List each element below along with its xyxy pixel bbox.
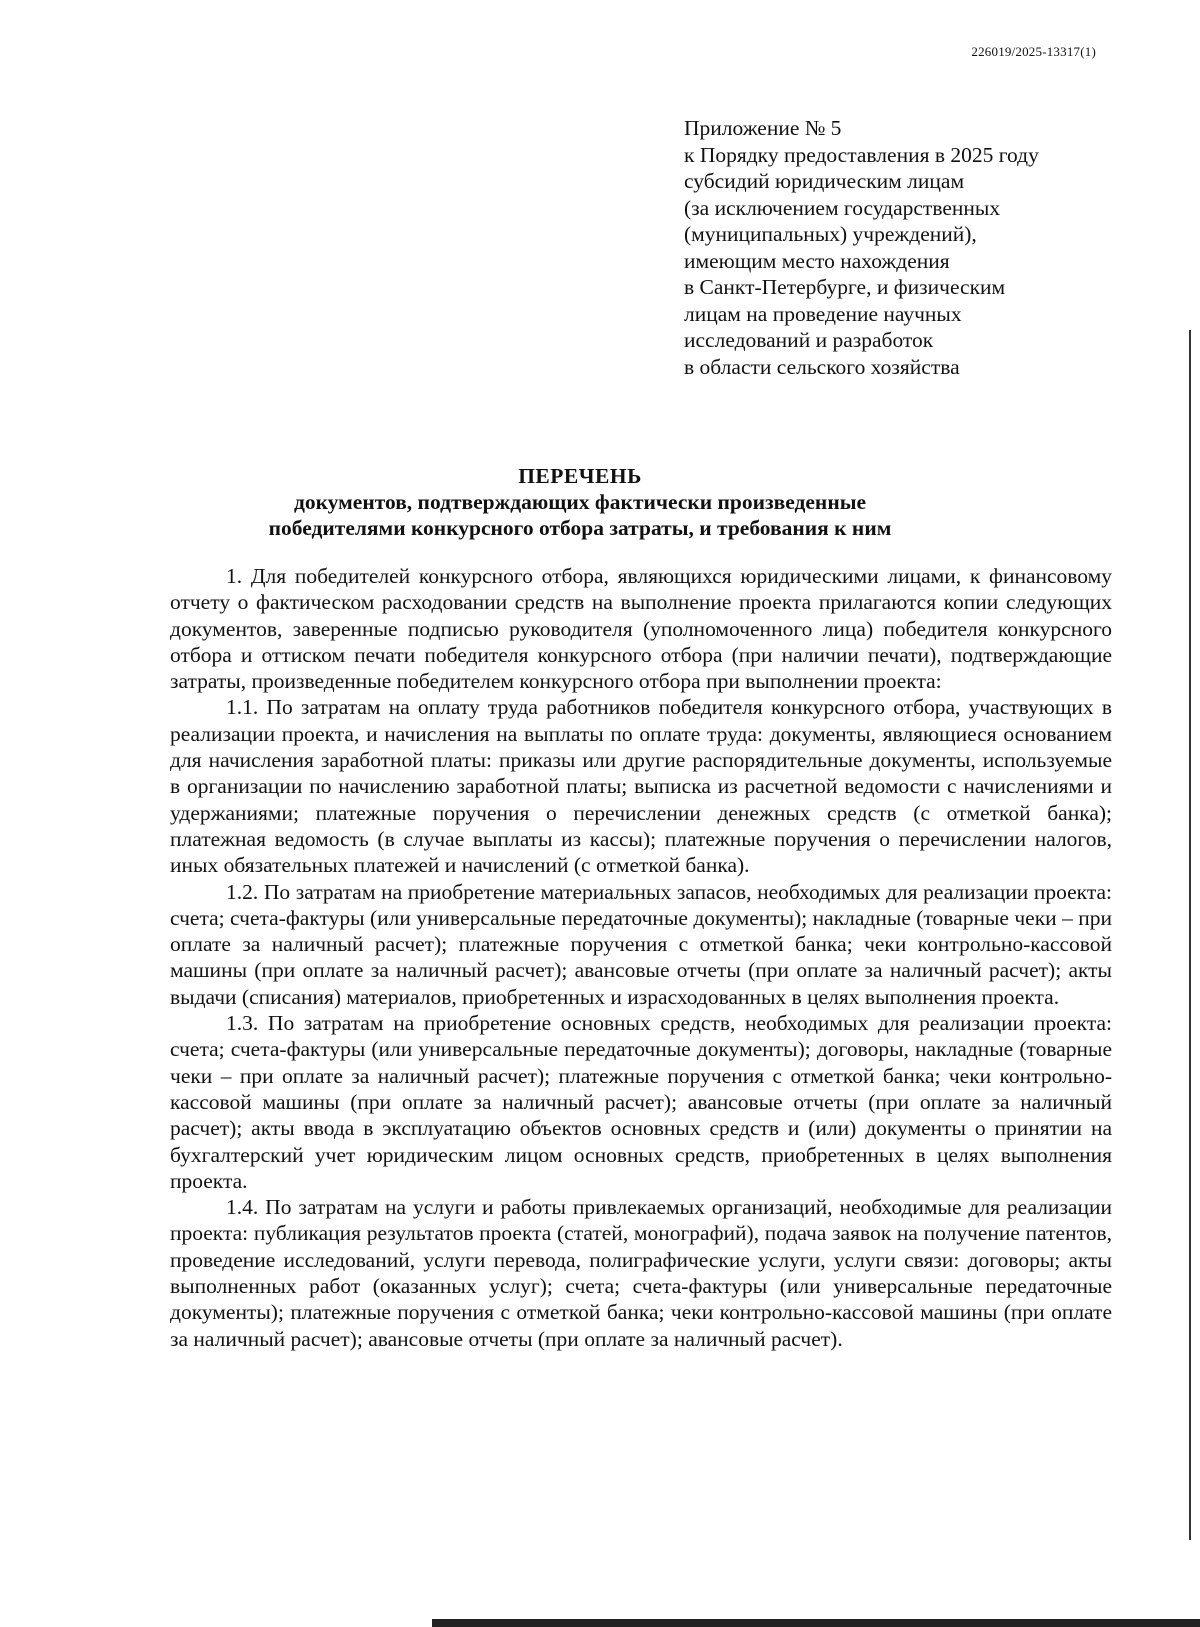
appendix-line: к Порядку предоставления в 2025 году xyxy=(684,142,1039,167)
appendix-line: в Санкт-Петербурге, и физическим xyxy=(684,275,1006,299)
body-paragraph: 1. Для победителей конкурсного отбора, являющихся юридическими лицами, к финансовому отчету о фактическом расходовании средств на выполнение проекта прилагаются копии следующих документов, заверенные подписью руководителя (уполномоченного лица) победителя конкурсного отбора и оттиском печати победителя конкурсного отбора (при наличии печати), подтверждающие затраты, произведенные победителем конкурсного отбора при выполнении проекта: xyxy=(170,564,1112,694)
appendix-line: (за исключением государственных xyxy=(684,195,1001,220)
appendix-block xyxy=(684,115,1104,380)
appendix-line: имеющим место нахождения xyxy=(684,248,950,273)
body-paragraph: 1.2. По затратам на приобретение материальных запасов, необходимых для реализации проекта: счета; счета-фактуры (или универсальные передаточные документы); накладные (товарные чеки – при оплате за наличный расчет); платежные поручения с отметкой банка; чеки контрольно-кассовой машины (при оплате за наличный расчет); авансовые отчеты (при оплате за наличный расчет); акты выдачи (списания) материалов, приобретенных и израсходованных в целях выполнения проекта. xyxy=(170,879,1112,1009)
scan-bottom-edge xyxy=(432,1619,1200,1627)
appendix-line: в области сельского хозяйства xyxy=(684,354,960,379)
body-paragraph: 1.4. По затратам на услуги и работы привлекаемых организаций, необходимые для реализации проекта: публикация результатов проекта (статей, монографий), подача заявок на получение патентов, проведение исследований, услуги перевода, полиграфические услуги, услуги связи: договоры; акты выполненных работ (оказанных услуг); счета; счета-фактуры (или универсальные передаточные документы); платежные поручения с отметкой банка; чеки контрольно-кассовой машины (при оплате за наличный расчет); авансовые отчеты (при оплате за наличный расчет). xyxy=(170,1195,1112,1351)
document-number: 226019/2025-13317(1) xyxy=(971,44,1096,59)
appendix-line: лицам на проведение научных xyxy=(684,301,962,326)
heading-title: ПЕРЕЧЕНЬ xyxy=(518,464,642,488)
heading-subtitle-line: документов, подтверждающих фактически произведенные xyxy=(293,490,867,514)
appendix-line: исследований и разработок xyxy=(684,328,934,352)
appendix-line: (муниципальных) учреждений), xyxy=(684,222,977,246)
scan-edge-line xyxy=(1189,330,1191,1540)
body-paragraph: 1.3. По затратам на приобретение основных средств, необходимых для реализации проекта: счета; счета-фактуры (или универсальные передаточные документы); договоры, накладные (товарные чеки – при оплате за наличный расчет); платежные поручения с отметкой банка; чеки контрольно-кассовой машины (при оплате за наличный расчет); авансовые отчеты (при оплате за наличный расчет); акты ввода в эксплуатацию объектов основных средств и (или) документы о принятии на бухгалтерский учет юридическим лицом основных средств, приобретенных в целях выполнения проекта. xyxy=(170,1011,1112,1193)
heading-subtitle-line: победителями конкурсного отбора затраты, и требования к ним xyxy=(268,516,892,540)
document-body xyxy=(170,563,1112,1352)
body-paragraph: 1.1. По затратам на оплату труда работников победителя конкурсного отбора, участвующих в реализации проекта, и начисления на выплаты по оплате труда: документы, являющиеся основанием для начисления заработной платы: приказы или другие распорядительные документы, используемые в организации по начислению заработной платы; выписка из расчетной ведомости с начислениями и удержаниями; платежные поручения о перечислении денежных средств (с отметкой банка); платежная ведомость (в случае выплаты из кассы); платежные поручения о перечислении налогов, иных обязательных платежей и начислений (с отметкой банка). xyxy=(170,695,1112,878)
appendix-line: субсидий юридическим лицам xyxy=(684,169,965,193)
appendix-line: Приложение № 5 xyxy=(684,116,842,140)
document-heading xyxy=(160,463,1000,541)
